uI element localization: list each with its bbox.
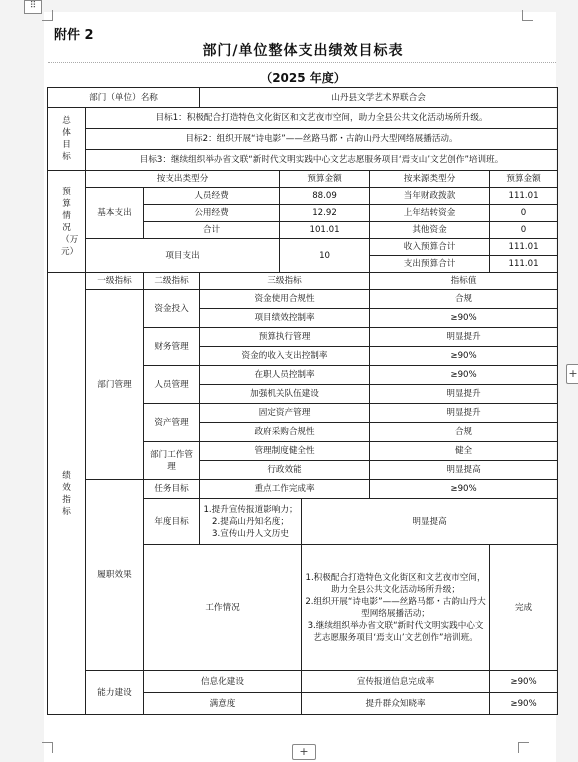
indicator-value: 明显提高 xyxy=(370,461,558,480)
project-expense-label: 项目支出 xyxy=(86,239,280,273)
dept-management-label: 部门管理 xyxy=(86,290,144,480)
indicator-value: 明显提升 xyxy=(370,385,558,404)
performance-table xyxy=(47,87,558,715)
perf-header-level1: 一级指标 xyxy=(86,273,144,290)
indicator-value: ≥90% xyxy=(490,671,558,693)
duty-effect-label: 履职效果 xyxy=(86,480,144,671)
indicator-value: ≥90% xyxy=(370,309,558,328)
project-expense-value: 10 xyxy=(280,239,370,273)
indicator-value: 合规 xyxy=(370,423,558,442)
margin-corner-mark xyxy=(42,10,53,21)
indicator-value: 合规 xyxy=(370,290,558,309)
indicator-value: 健全 xyxy=(370,442,558,461)
info-building-label: 信息化建设 xyxy=(144,671,302,693)
indicator-value: ≥90% xyxy=(370,347,558,366)
indicator-value: 明显提高 xyxy=(302,499,558,545)
budget-row-value: 88.09 xyxy=(280,188,370,205)
budget-col-type: 按支出类型分 xyxy=(86,171,280,188)
budget-section: 预算情况（万元） xyxy=(48,171,86,273)
budget-col-source: 按来源类型分 xyxy=(370,171,490,188)
finance-management-label: 财务管理 xyxy=(144,328,200,366)
asset-management-label: 资产管理 xyxy=(144,404,200,442)
indicator-name: 资金的收入支出控制率 xyxy=(200,347,370,366)
indicator-name: 预算执行管理 xyxy=(200,328,370,347)
add-row-plus-icon[interactable]: + xyxy=(292,744,316,760)
margin-corner-mark xyxy=(522,10,533,21)
indicator-value: 完成 xyxy=(490,545,558,671)
indicator-value: ≥90% xyxy=(490,693,558,715)
budget-row-source: 当年财政拨款 xyxy=(370,188,490,205)
goal-item: 目标3：继续组织举办省文联“新时代文明实践中心文艺志愿服务项目‘焉支山’文艺创作”培训班。 xyxy=(86,150,558,171)
indicator-name: 项目绩效控制率 xyxy=(200,309,370,328)
dotted-divider xyxy=(48,62,556,63)
task-goal-label: 任务目标 xyxy=(144,480,200,499)
indicator-value: 明显提升 xyxy=(370,328,558,347)
staff-management-label: 人员管理 xyxy=(144,366,200,404)
budget-col-amount: 预算金额 xyxy=(280,171,370,188)
income-total-value: 111.01 xyxy=(490,239,558,256)
overall-goal-section: 总体目标 xyxy=(48,108,86,171)
document-title: 部门/单位整体支出绩效目标表 xyxy=(202,43,404,59)
budget-row-source-value: 0 xyxy=(490,205,558,222)
annual-goal-item: 1.提升宣传报道影响力； xyxy=(203,504,298,515)
basic-expense-label: 基本支出 xyxy=(86,188,144,239)
budget-row-source-value: 111.01 xyxy=(490,188,558,205)
attachment-label: 附件 2 xyxy=(54,28,94,43)
indicator-value: 明显提升 xyxy=(370,404,558,423)
work-status-text xyxy=(302,545,490,671)
indicator-name: 在职人员控制率 xyxy=(200,366,370,385)
work-management-label: 部门工作管理 xyxy=(144,442,200,480)
satisfaction-label: 满意度 xyxy=(144,693,302,715)
work-status-item: 2.组织开展“诗电影”——丝路马都・古韵山丹大型网络展播活动； xyxy=(305,596,486,619)
indicator-value: ≥90% xyxy=(370,480,558,499)
budget-row-key: 合计 xyxy=(144,222,280,239)
move-handle-icon[interactable]: ⠿ xyxy=(24,0,42,14)
perf-header-value: 指标值 xyxy=(370,273,558,290)
budget-row-source: 其他资金 xyxy=(370,222,490,239)
indicator-name: 提升群众知晓率 xyxy=(302,693,490,715)
margin-corner-mark xyxy=(518,742,529,753)
work-status-item: 1.积极配合打造特色文化街区和文艺夜市空间，助力全县公共文化活动场所升级； xyxy=(305,572,486,595)
margin-corner-mark xyxy=(42,742,53,753)
indicator-name: 加强机关队伍建设 xyxy=(200,385,370,404)
perf-header-level3: 三级指标 xyxy=(200,273,370,290)
expense-total-label: 支出预算合计 xyxy=(370,256,490,273)
annual-goal-items xyxy=(200,499,302,545)
budget-col-amount2: 预算金额 xyxy=(490,171,558,188)
budget-row-key: 公用经费 xyxy=(144,205,280,222)
indicator-name: 政府采购合规性 xyxy=(200,423,370,442)
goal-item: 目标2：组织开展“诗电影”——丝路马都・古韵山丹大型网络展播活动。 xyxy=(86,129,558,150)
work-status-label: 工作情况 xyxy=(144,545,302,671)
annual-goal-item: 3.宣传山丹人文历史 xyxy=(212,528,289,539)
indicator-name: 固定资产管理 xyxy=(200,404,370,423)
work-status-item: 3.继续组织举办省文联“新时代文明实践中心文艺志愿服务项目‘焉支山’文艺创作”培训班。 xyxy=(307,620,484,643)
indicator-name: 资金使用合规性 xyxy=(200,290,370,309)
goal-item: 目标1：积极配合打造特色文化街区和文艺夜市空间，助力全县公共文化活动场所升级。 xyxy=(86,108,558,129)
indicator-name: 宣传报道信息完成率 xyxy=(302,671,490,693)
fund-input-label: 资金投入 xyxy=(144,290,200,328)
indicator-name: 管理制度健全性 xyxy=(200,442,370,461)
capacity-building-label: 能力建设 xyxy=(86,671,144,715)
perf-header-level2: 二级指标 xyxy=(144,273,200,290)
indicator-name: 行政效能 xyxy=(200,461,370,480)
performance-section: 绩效指标 xyxy=(48,273,86,715)
income-total-label: 收入预算合计 xyxy=(370,239,490,256)
expense-total-value: 111.01 xyxy=(490,256,558,273)
budget-row-source: 上年结转资金 xyxy=(370,205,490,222)
add-column-plus-icon[interactable]: + xyxy=(566,364,578,384)
indicator-value: ≥90% xyxy=(370,366,558,385)
budget-row-value: 101.01 xyxy=(280,222,370,239)
indicator-name: 重点工作完成率 xyxy=(200,480,370,499)
budget-row-key: 人员经费 xyxy=(144,188,280,205)
unit-name-label: 部门（单位）名称 xyxy=(48,88,200,108)
unit-name-value: 山丹县文学艺术界联合会 xyxy=(200,88,558,108)
annual-goal-label: 年度目标 xyxy=(144,499,200,545)
annual-goal-item: 2.提高山丹知名度； xyxy=(212,516,289,527)
budget-row-value: 12.92 xyxy=(280,205,370,222)
year-label: （2025 年度） xyxy=(260,71,346,85)
budget-row-source-value: 0 xyxy=(490,222,558,239)
